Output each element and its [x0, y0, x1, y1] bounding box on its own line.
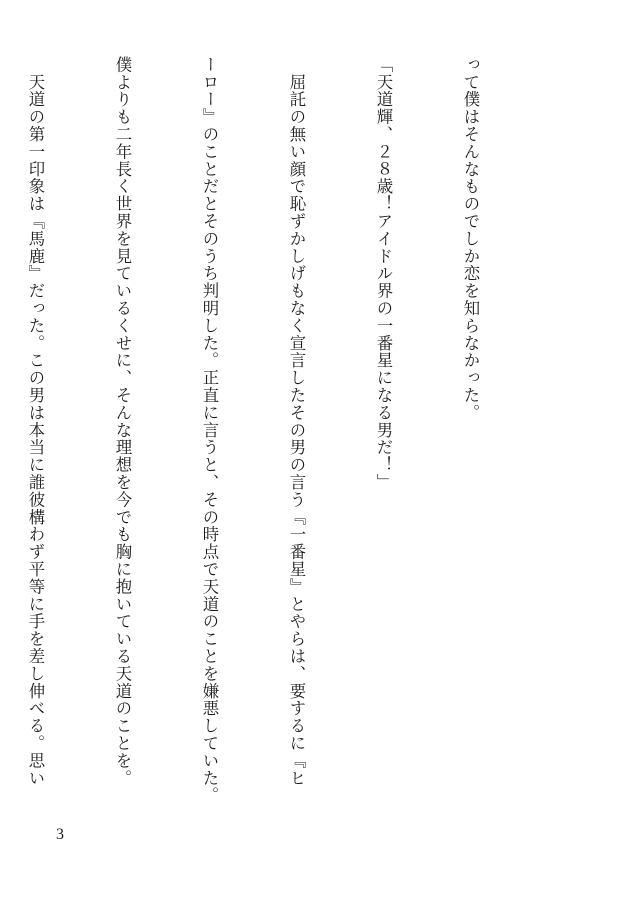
vertical-text-body — [0, 56, 543, 836]
text-line: 屈託の無い顔で恥ずかしげもなく宣言したその男の言う『一番星』とやらは、要するに『ヒ — [287, 56, 306, 787]
text-line: って僕はそんなものでしか恋を知らなかった。 — [461, 56, 480, 422]
text-line: 僕よりも二年長く世界を見ているくせに、そんな理想を今でも胸に抱いている天道のことを。 — [113, 56, 132, 787]
text-line: ーロー』のことだとそのうち判明した。正直に言うと、その時点で天道のことを嫌悪していた。 — [200, 56, 219, 805]
text-line: 天道の第一印象は『馬鹿』だった。この男は本当に誰彼構わず平等に手を差し伸べる。思い — [26, 56, 45, 787]
page-number: 3 — [56, 826, 64, 843]
text-line: 「天道輝、２８歳！アイドル界の一番星になる男だ！」 — [374, 56, 393, 491]
